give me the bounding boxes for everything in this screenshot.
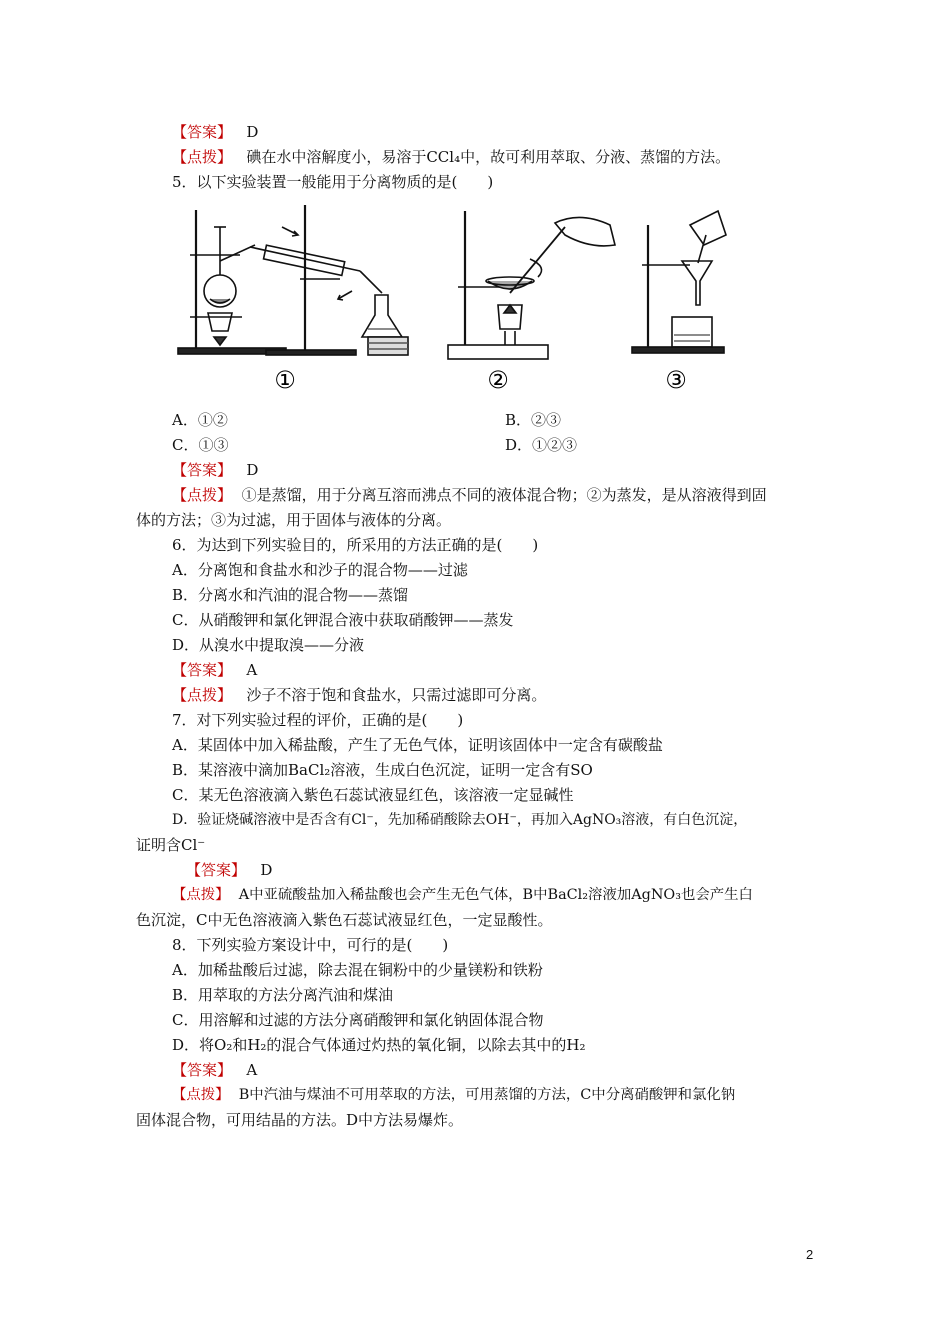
q8-hint-2: 固体混合物，可用结晶的方法。D中方法易爆炸。 xyxy=(136,1111,464,1129)
q4-hint-line xyxy=(172,147,730,167)
q5-answer-line xyxy=(172,460,258,480)
q5-option-a: A．①② xyxy=(172,411,228,429)
q8-option-d: D．将O₂和H₂的混合气体通过灼热的氧化铜，以除去其中的H₂ xyxy=(172,1036,586,1054)
q4-answer: D xyxy=(246,123,259,141)
q8-answer: A xyxy=(246,1061,258,1079)
page-number: 2 xyxy=(806,1247,814,1262)
q5-hint-2: 体的方法；③为过滤，用于固体与液体的分离。 xyxy=(136,511,452,529)
hint-tag: 【点拨】 xyxy=(172,686,233,704)
q7-hint-1: A中亚硫酸盐加入稀盐酸也会产生无色气体，B中BaCl₂溶液加AgNO₃也会产生白 xyxy=(238,887,753,903)
q7-option-a: A．某固体中加入稀盐酸，产生了无色气体，证明该固体中一定含有碳酸盐 xyxy=(172,736,663,754)
fig-label-1: ① xyxy=(274,366,296,394)
q7-option-b: B．某溶液中滴加BaCl₂溶液，生成白色沉淀，证明一定含有SO xyxy=(172,761,593,779)
q5-hint-1: ①是蒸馏，用于分离互溶而沸点不同的液体混合物；②为蒸发，是从溶液得到固 xyxy=(241,486,767,504)
fig-label-2: ② xyxy=(487,366,509,394)
q5-answer: D xyxy=(246,461,259,479)
q7-option-c: C．某无色溶液滴入紫色石蕊试液显红色，该溶液一定显碱性 xyxy=(172,786,574,804)
distillation-apparatus-icon xyxy=(178,205,408,355)
q6-option-c: C．从硝酸钾和氯化钾混合液中获取硝酸钾——蒸发 xyxy=(172,611,514,629)
q7-hint-line xyxy=(172,885,753,905)
filtration-apparatus-icon xyxy=(632,211,726,353)
q8-hint-line xyxy=(172,1085,735,1105)
q8-stem: 8．下列实验方案设计中，可行的是( ) xyxy=(172,936,449,954)
q8-answer-line xyxy=(172,1060,257,1080)
q5-hint-line xyxy=(172,485,767,505)
q4-hint: 碘在水中溶解度小，易溶于CCl₄中，故可利用萃取、分液、蒸馏的方法。 xyxy=(246,148,731,166)
q7-option-d-1: D．验证烧碱溶液中是否含有Cl⁻，先加稀硝酸除去OH⁻，再加入AgNO₃溶液，有白色沉淀， xyxy=(172,812,748,828)
q6-answer: A xyxy=(246,661,258,679)
q8-option-c: C．用溶解和过滤的方法分离硝酸钾和氯化钠固体混合物 xyxy=(172,1011,544,1029)
q7-stem: 7．对下列实验过程的评价，正确的是( ) xyxy=(172,711,464,729)
q5-option-c: C．①③ xyxy=(172,436,229,454)
answer-tag: 【答案】 xyxy=(172,661,233,679)
answer-tag: 【答案】 xyxy=(172,123,233,141)
evaporation-apparatus-icon xyxy=(448,211,615,359)
q8-option-a: A．加稀盐酸后过滤，除去混在铜粉中的少量镁粉和铁粉 xyxy=(172,961,543,979)
answer-tag: 【答案】 xyxy=(186,861,247,879)
q6-hint: 沙子不溶于饱和食盐水，只需过滤即可分离。 xyxy=(246,686,547,704)
hint-tag: 【点拨】 xyxy=(172,486,233,504)
q7-hint-2: 色沉淀，C中无色溶液滴入紫色石蕊试液显红色，一定显酸性。 xyxy=(136,911,553,929)
q7-answer: D xyxy=(260,861,273,879)
answer-tag: 【答案】 xyxy=(172,1061,233,1079)
q5-stem: 5．以下实验装置一般能用于分离物质的是( ) xyxy=(172,173,494,191)
q6-option-b: B．分离水和汽油的混合物——蒸馏 xyxy=(172,586,409,604)
q6-hint-line xyxy=(172,685,546,705)
q5-apparatus-figure xyxy=(170,205,740,405)
q7-option-d-2: 证明含Cl⁻ xyxy=(136,836,206,854)
q6-answer-line xyxy=(172,660,257,680)
q4-answer-line xyxy=(172,122,258,142)
fig-label-3: ③ xyxy=(665,366,687,394)
q8-hint-1: B中汽油与煤油不可用萃取的方法，可用蒸馏的方法，C中分离硝酸钾和氯化钠 xyxy=(238,1087,736,1103)
q6-option-d: D．从溴水中提取溴——分液 xyxy=(172,636,365,654)
q5-option-d: D．①②③ xyxy=(505,436,578,454)
q6-stem: 6．为达到下列实验目的，所采用的方法正确的是( ) xyxy=(172,536,539,554)
q8-option-b: B．用萃取的方法分离汽油和煤油 xyxy=(172,986,394,1004)
q7-answer-line xyxy=(186,860,272,880)
q5-option-b: B．②③ xyxy=(505,411,562,429)
answer-tag: 【答案】 xyxy=(172,461,233,479)
hint-tag: 【点拨】 xyxy=(172,1087,230,1103)
hint-tag: 【点拨】 xyxy=(172,887,230,903)
q6-option-a: A．分离饱和食盐水和沙子的混合物——过滤 xyxy=(172,561,468,579)
hint-tag: 【点拨】 xyxy=(172,148,233,166)
